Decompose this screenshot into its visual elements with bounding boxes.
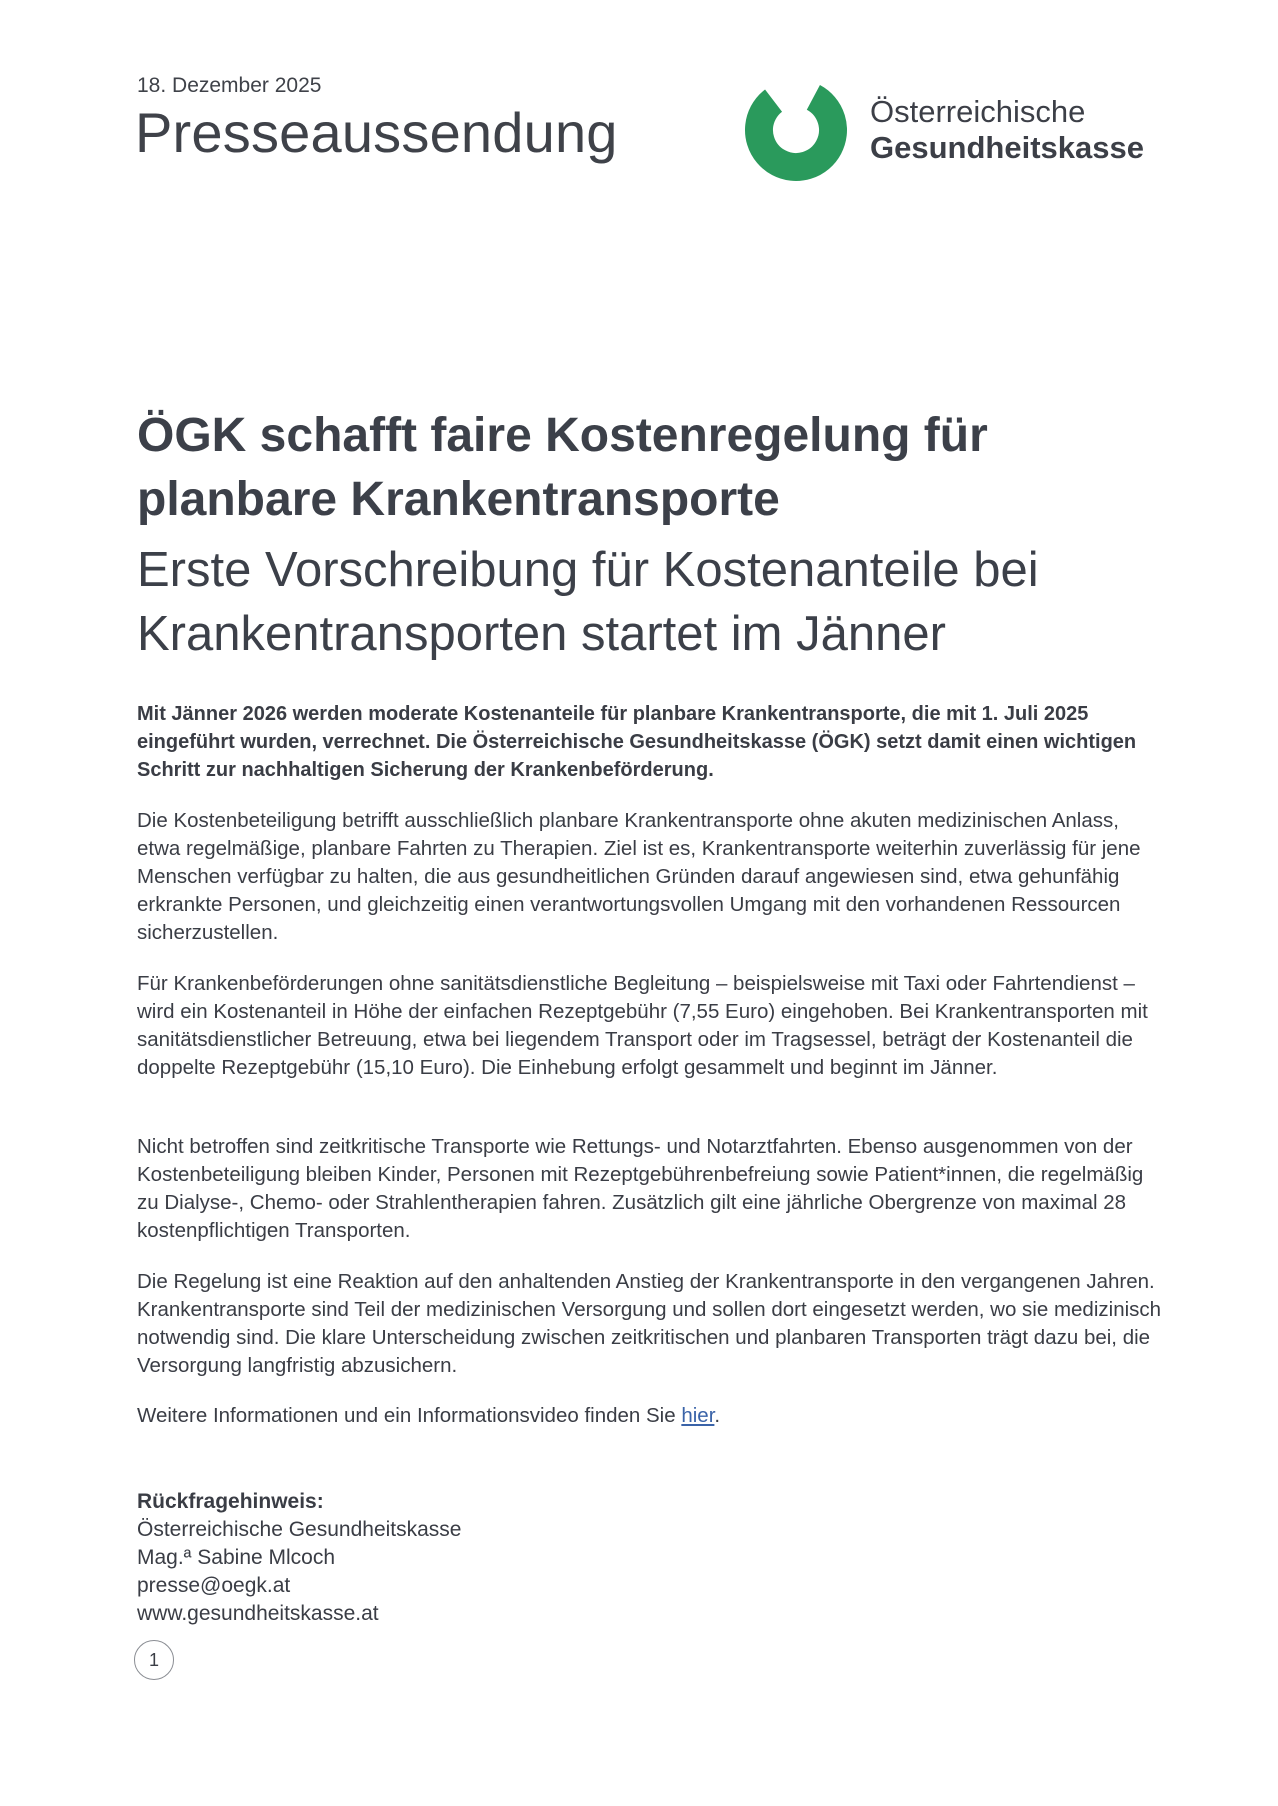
page-number: 1 [134,1640,174,1680]
more-info-text: Weitere Informationen und ein Informationsvideo finden Sie [137,1404,682,1427]
logo-text-line1: Österreichische [870,94,1086,129]
release-date: 18. Dezember 2025 [137,74,322,97]
article-subheadline: Erste Vorschreibung für Kostenanteile bei Krankentransporten startet im Jänner [137,543,1039,661]
contact-person: Mag.ª Sabine Mlcoch [137,1546,336,1569]
more-info-suffix: . [714,1404,721,1427]
contact-organization: Österreichische Gesundheitskasse [137,1518,462,1541]
article-paragraph: Die Regelung ist eine Reaktion auf den anhaltenden Anstieg der Krankentransporte in den vergangenen Jahren. Krankentransporte sind Teil der medizinischen Versorgung und sollen dort eingesetzt werden, wo sie medizinisch notwendig sind. Die klare Unterscheidung zwischen zeitkritischen und planbaren Transporten trägt dazu bei, die Versorgung langfristig abzusichern. [137,1270,1162,1377]
article-lead: Mit Jänner 2026 werden moderate Kostenanteile für planbare Krankentransporte, die mit 1. Juli 2025 eingeführt wurden, verrechnet. Die Österreichische Gesundheitskasse (ÖGK) setzt damit einen wichtigen Schritt zur nachhaltigen Sicherung der Krankenbeförderung. [137,703,1137,781]
document-type-title: Presseaussendung [135,101,618,164]
more-info-link[interactable]: hier [681,1404,715,1427]
article-paragraph: Nicht betroffen sind zeitkritische Transporte wie Rettungs- und Notarztfahrten. Ebenso ausgenommen von der Kostenbeteiligung bleiben Kinder, Personen mit Rezeptgebührenbefreiung sowie Patient*innen, die regelmäßig zu Dialyse-, Chemo- oder Strahlentherapien fahren. Zusätzlich gilt eine jährliche Obergrenze von maximal 28 kostenpflichtigen Transporten. [137,1135,1144,1242]
contact-title: Rückfragehinweis: [137,1490,324,1513]
article-paragraph: Für Krankenbeförderungen ohne sanitätsdienstliche Begleitung – beispielsweise mit Taxi oder Fahrtendienst – wird ein Kostenanteil in Höhe der einfachen Rezeptgebühr (7,55 Euro) eingehoben. Bei Krankentransporten mit sanitätsdienstlicher Betreuung, etwa bei liegendem Transport oder im Tragsessel, beträgt der Kostenanteil die doppelte Rezeptgebühr (15,10 Euro). Die Einhebung erfolgt gesammelt und beginnt im Jänner. [137,972,1148,1079]
more-info-paragraph [137,1402,1167,1430]
article-paragraph: Die Kostenbeteiligung betrifft ausschließlich planbare Krankentransporte ohne akuten medizinischen Anlass, etwa regelmäßige, planbare Fahrten zu Therapien. Ziel ist es, Krankentransporte weiterhin zuverlässig für jene Menschen verfügbar zu halten, die aus gesundheitlichen Gründen darauf angewiesen sind, etwa gehunfähig erkrankte Personen, und gleichzeitig einen verantwortungsvollen Umgang mit den vorhandenen Ressourcen sicherzustellen. [137,809,1141,944]
oegk-logo-mark-icon [744,78,848,182]
oegk-logo [744,76,1278,186]
contact-email[interactable]: presse@oegk.at [137,1574,291,1597]
logo-text-line2: Gesundheitskasse [870,130,1144,165]
contact-block [137,1488,462,1628]
article-headline: ÖGK schafft faire Kostenregelung für planbare Krankentransporte [137,409,988,526]
contact-website[interactable]: www.gesundheitskasse.at [137,1602,379,1625]
